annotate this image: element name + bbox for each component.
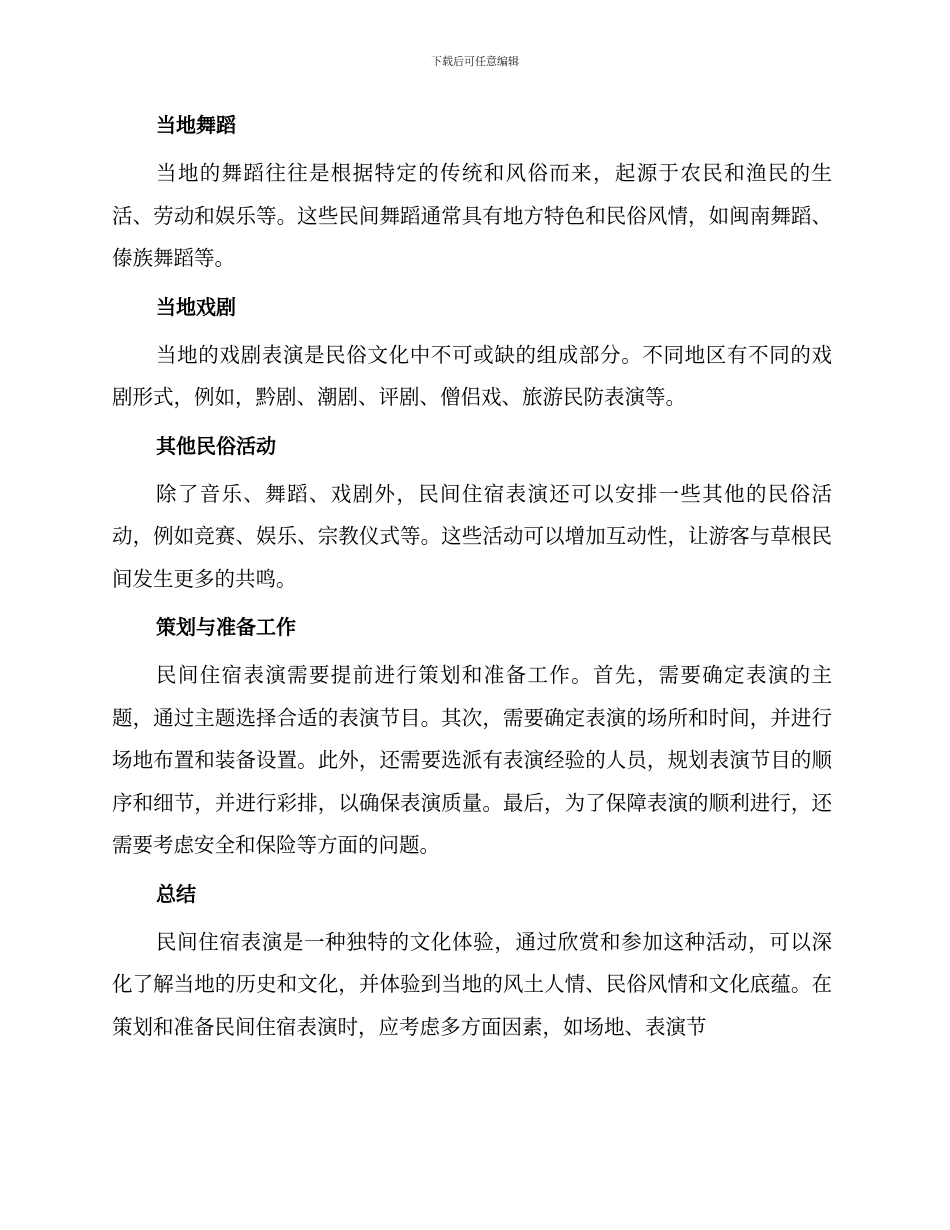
section-heading: 其他民俗活动 <box>156 433 276 458</box>
section-local-dance <box>112 110 832 292</box>
section-paragraph: 民间住宿表演需要提前进行策划和准备工作。首先，需要确定表演的主题，通过主题选择合适的表演节目。其次，需要确定表演的场所和时间，并进行场地布置和装备设置。此外，还需要选派有表演经验的人员，规划表演节目的顺序和细节，并进行彩排，以确保表演质量。最后，为了保障表演的顺利进行，还需要考虑安全和保险等方面的问题。 <box>112 663 832 857</box>
section-paragraph: 除了音乐、舞蹈、戏剧外，民间住宿表演还可以安排一些其他的民俗活动，例如竞赛、娱乐、宗教仪式等。这些活动可以增加互动性，让游客与草根民间发生更多的共鸣。 <box>112 481 832 591</box>
section-paragraph: 当地的舞蹈往往是根据特定的传统和风俗而来，起源于农民和渔民的生活、劳动和娱乐等。这些民间舞蹈通常具有地方特色和民俗风情，如闽南舞蹈、傣族舞蹈等。 <box>112 161 832 270</box>
document-body <box>112 110 832 1048</box>
section-planning-preparation <box>112 612 832 879</box>
section-local-drama <box>112 292 832 431</box>
section-heading: 总结 <box>156 881 196 906</box>
page-header: 下载后可任意编辑 <box>431 55 519 68</box>
section-heading: 策划与准备工作 <box>156 615 296 639</box>
section-heading: 当地舞蹈 <box>156 113 236 137</box>
section-other-folk-activities <box>112 431 832 613</box>
section-paragraph: 民间住宿表演是一种独特的文化体验，通过欣赏和参加这种活动，可以深化了解当地的历史和文化，并体验到当地的风土人情、民俗风情和文化底蕴。在策划和准备民间住宿表演时，应考虑多方面因素，如场地、表演节 <box>112 929 832 1039</box>
section-summary <box>112 879 832 1049</box>
section-paragraph: 当地的戏剧表演是民俗文化中不可或缺的组成部分。不同地区有不同的戏剧形式，例如，黔剧、潮剧、评剧、僧侣戏、旅游民防表演等。 <box>112 342 832 409</box>
section-heading: 当地戏剧 <box>156 294 236 319</box>
